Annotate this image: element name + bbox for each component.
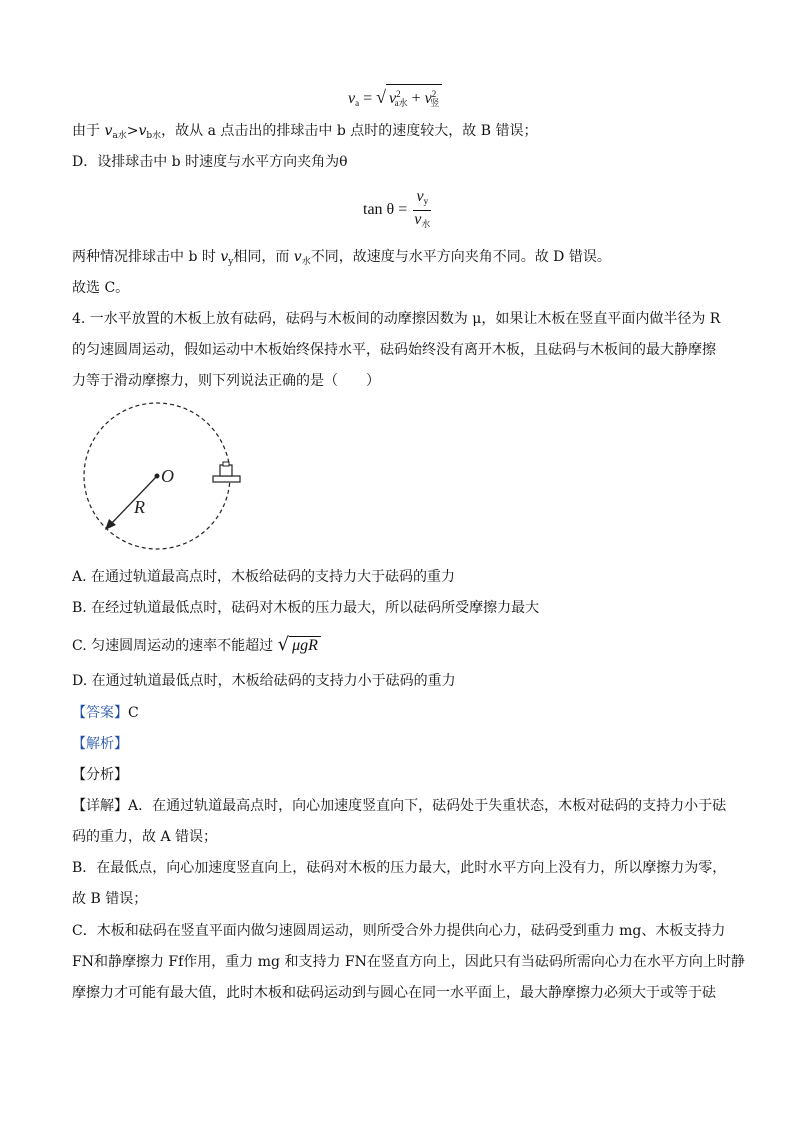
analysis-tag: 【解析】 (72, 736, 128, 752)
circle-diagram (72, 398, 252, 558)
paragraph-4: 故选 C。 (72, 280, 130, 296)
fenxi-tag: 【分析】 (72, 767, 128, 783)
sqrt-sign-c: √ (277, 634, 290, 655)
detail-line-7: 摩擦力才可能有最大值，此时木板和砝码运动到与圆心在同一水平面上，最大静摩擦力必须大于或等于砝 (72, 985, 716, 1001)
paragraph-2: D．设排球击中 b 时速度与水平方向夹角为θ (72, 154, 348, 170)
radius-label: R (134, 497, 145, 517)
center-label: O (161, 466, 174, 486)
detail-line-1: 【详解】A．在通过轨道最高点时，向心加速度竖直向下，砝码处于失重状态，木板对砝码的支持力小于砝 (72, 798, 727, 814)
detail-line-4: 故 B 错误； (72, 891, 148, 907)
option-a: A. 在通过轨道最高点时，木板给砝码的支持力大于砝码的重力 (72, 569, 456, 585)
paragraph-1: 由于 $v_{a水}>v_{b水}$，故从 a 点击出的排球击中 b 点时的速度较大，故 B 错误； (72, 123, 538, 141)
option-d: D. 在通过轨道最低点时，木板给砝码的支持力小于砝码的重力 (72, 673, 456, 689)
sqrt-sign: √ (376, 87, 387, 107)
formula-tan: tan θ = $\frac{v_y}{v_水}$ (363, 188, 431, 229)
question-line-3: 力等于滑动摩擦力，则下列说法正确的是（ ） (72, 373, 380, 389)
detail-line-6: FN和静摩擦力 Ff作用，重力 mg 和支持力 FN在竖直方向上，因此只有当砝码所需向心力在水平方向上时静 (72, 954, 745, 970)
option-b: B. 在经过轨道最低点时，砝码对木板的压力最大，所以砝码所受摩擦力最大 (72, 600, 540, 616)
answer: 【答案】C (72, 705, 139, 721)
option-c: C. 匀速圆周运动的速率不能超过 √ μgR (72, 636, 321, 655)
detail-line-3: B．在最低点，向心加速度竖直向上，砝码对木板的压力最大，此时水平方向上没有力，所以摩擦力为零， (72, 860, 727, 876)
question-line-2: 的匀速圆周运动，假如运动中木板始终保持水平，砝码始终没有离开木板，且砝码与木板间的最大静摩擦 (72, 342, 716, 358)
paragraph-3: 两种情况排球击中 b 时 $v_y$相同，而 $v_水$不同，故速度与水平方向夹角不同。故 D 错误。 (72, 249, 611, 267)
board (213, 476, 240, 482)
detail-line-5: C．木板和砝码在竖直平面内做匀速圆周运动，则所受合外力提供向心力，砝码受到重力 mg、木板支持力 (72, 923, 726, 939)
question-line-1: 4. 一水平放置的木板上放有砝码，砝码与木板间的动摩擦因数为 μ，如果让木板在竖直平面内做半径为 R (72, 311, 721, 327)
formula-va: $v_a$ = √ $v^2_{a水} + v^2_竖$ (348, 84, 442, 112)
detail-line-2: 码的重力，故 A 错误； (72, 829, 218, 845)
weight (220, 465, 232, 476)
weight-knob (223, 462, 229, 466)
